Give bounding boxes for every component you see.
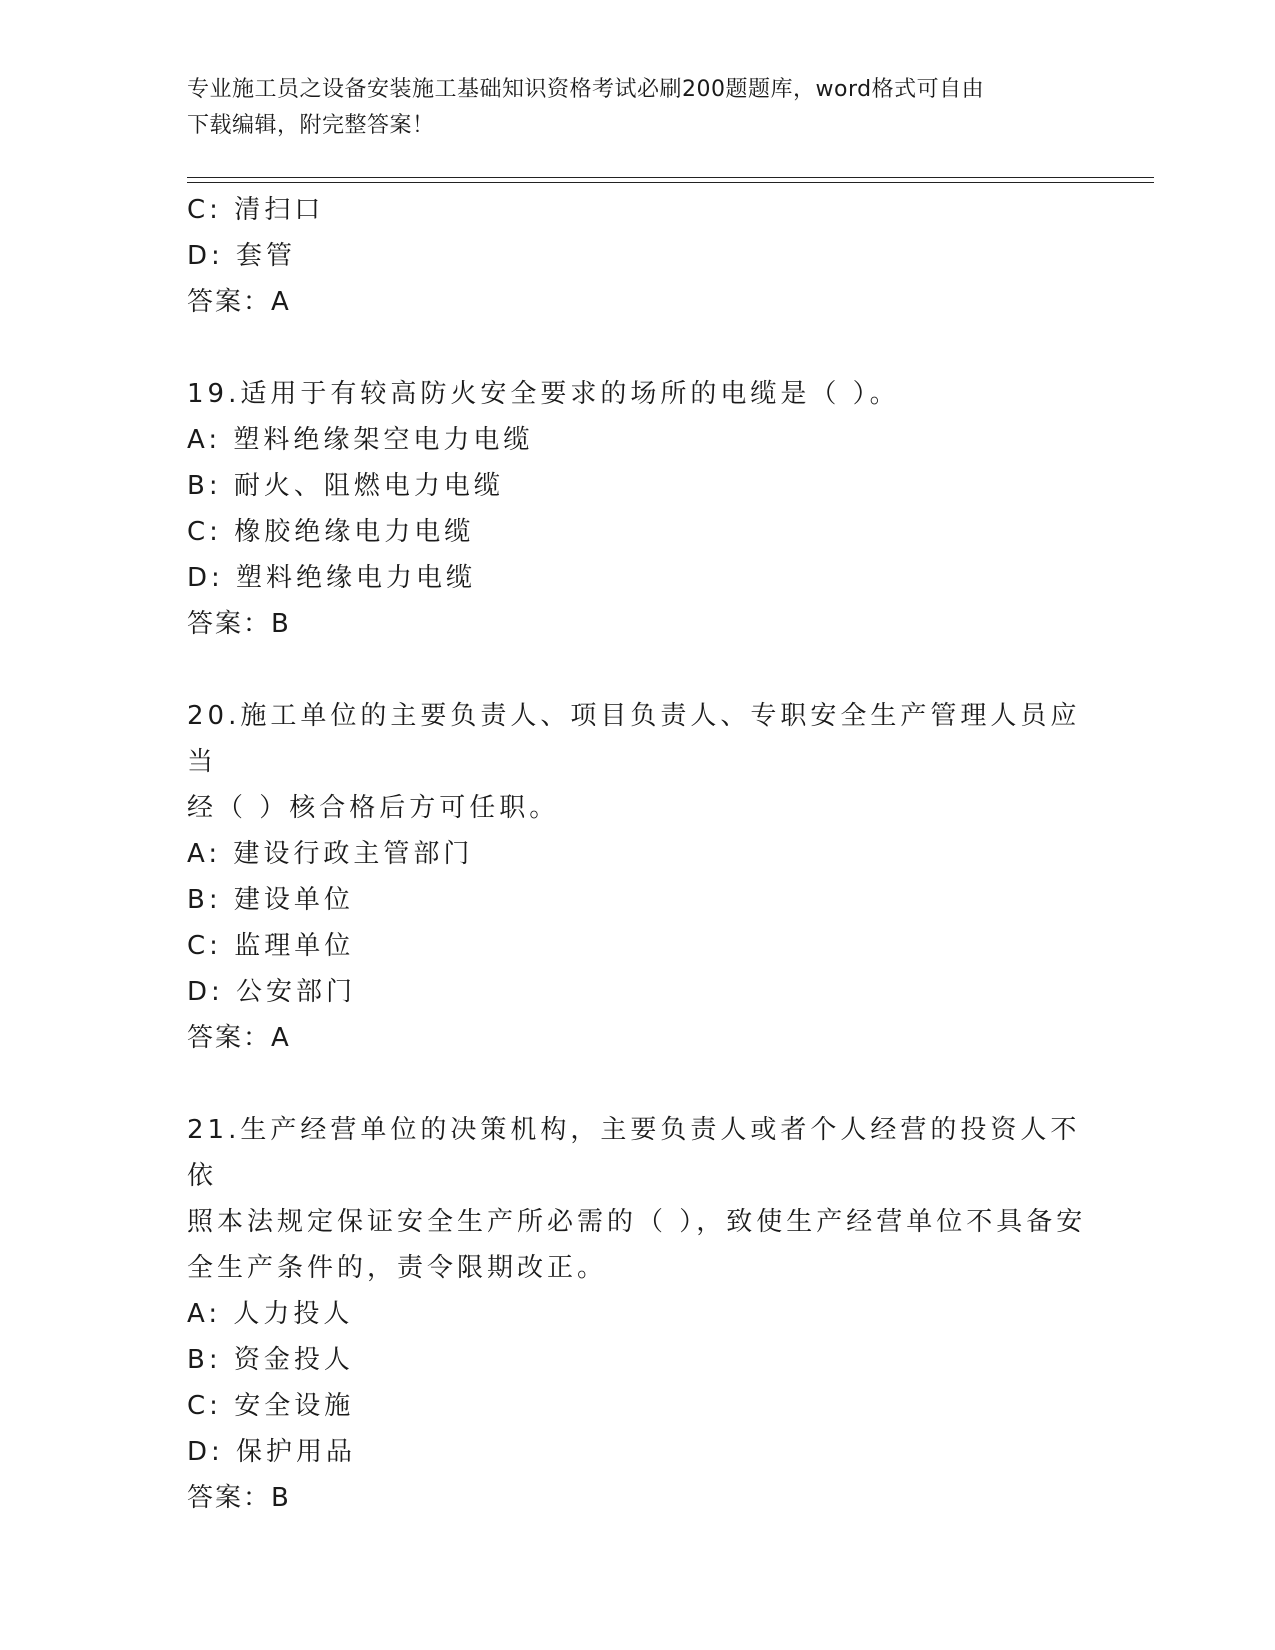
option-letter: D: bbox=[187, 977, 224, 1007]
question-21 bbox=[187, 1107, 1087, 1521]
stem-line: 20.施工单位的主要负责人、项目负责人、专职安全生产管理人员应当 bbox=[187, 701, 1081, 777]
option-c bbox=[187, 187, 1087, 233]
answer-label: 答案： bbox=[187, 1483, 272, 1513]
option-letter: A: bbox=[187, 425, 222, 455]
option-text: 监理单位 bbox=[234, 931, 355, 961]
option-d bbox=[187, 555, 1087, 601]
option-a bbox=[187, 831, 1087, 877]
answer-value: B bbox=[271, 1483, 291, 1513]
option-d bbox=[187, 1429, 1087, 1475]
stem-line: 21.生产经营单位的决策机构，主要负责人或者个人经营的投资人不依 bbox=[187, 1115, 1081, 1191]
question-stem bbox=[187, 371, 1087, 417]
answer-label: 答案： bbox=[187, 1023, 272, 1053]
option-letter: C: bbox=[187, 931, 222, 961]
header-line-1: 专业施工员之设备安装施工基础知识资格考试必刷200题题库，word格式可自由 bbox=[187, 77, 985, 102]
stem-line: 19.适用于有较高防火安全要求的场所的电缆是（ ）。 bbox=[187, 379, 900, 409]
question-spacer bbox=[187, 325, 1087, 371]
question-spacer bbox=[187, 647, 1087, 693]
option-letter: A: bbox=[187, 1299, 222, 1329]
option-d bbox=[187, 233, 1087, 279]
answer-value: B bbox=[271, 609, 291, 639]
option-text: 建设单位 bbox=[233, 885, 354, 915]
option-text: 塑料绝缘架空电力电缆 bbox=[233, 425, 534, 455]
option-b bbox=[187, 877, 1087, 923]
answer-value: A bbox=[271, 287, 291, 317]
answer-line bbox=[187, 279, 1087, 325]
option-text: 塑料绝缘电力电缆 bbox=[236, 563, 477, 593]
option-letter: B: bbox=[187, 885, 222, 915]
question-20 bbox=[187, 693, 1087, 1061]
answer-line bbox=[187, 1015, 1087, 1061]
stem-line: 经（ ）核合格后方可任职。 bbox=[187, 793, 560, 823]
option-letter: A: bbox=[187, 839, 222, 869]
option-text: 人力投人 bbox=[233, 1299, 354, 1329]
option-letter: C: bbox=[187, 1391, 222, 1421]
question-stem bbox=[187, 693, 1087, 831]
stem-line: 照本法规定保证安全生产所必需的（ ），致使生产经营单位不具备安 bbox=[187, 1207, 1087, 1237]
option-letter: D: bbox=[187, 563, 224, 593]
option-text: 套管 bbox=[236, 241, 297, 271]
question-18-continuation bbox=[187, 187, 1087, 325]
option-letter: D: bbox=[187, 1437, 224, 1467]
header-line-2: 下载编辑，附完整答案！ bbox=[187, 113, 435, 138]
option-a bbox=[187, 1291, 1087, 1337]
answer-line bbox=[187, 1475, 1087, 1521]
option-c bbox=[187, 923, 1087, 969]
question-list bbox=[187, 187, 1087, 1521]
option-text: 耐火、阻燃电力电缆 bbox=[233, 471, 504, 501]
option-letter: B: bbox=[187, 1345, 222, 1375]
answer-label: 答案： bbox=[187, 609, 272, 639]
question-spacer bbox=[187, 1061, 1087, 1107]
option-letter: D: bbox=[187, 241, 224, 271]
option-text: 建设行政主管部门 bbox=[233, 839, 474, 869]
option-text: 保护用品 bbox=[236, 1437, 357, 1467]
answer-value: A bbox=[271, 1023, 291, 1053]
option-b bbox=[187, 463, 1087, 509]
option-text: 清扫口 bbox=[234, 195, 325, 225]
option-letter: B: bbox=[187, 471, 222, 501]
option-c bbox=[187, 1383, 1087, 1429]
question-stem bbox=[187, 1107, 1087, 1291]
question-19 bbox=[187, 371, 1087, 647]
option-text: 橡胶绝缘电力电缆 bbox=[234, 517, 475, 547]
option-letter: C: bbox=[187, 517, 222, 547]
header-divider-bottom bbox=[187, 182, 1154, 183]
option-b bbox=[187, 1337, 1087, 1383]
option-text: 安全设施 bbox=[234, 1391, 355, 1421]
answer-label: 答案： bbox=[187, 287, 272, 317]
answer-line bbox=[187, 601, 1087, 647]
document-header bbox=[187, 72, 1087, 144]
option-letter: C: bbox=[187, 195, 222, 225]
header-divider-top bbox=[187, 177, 1154, 178]
option-c bbox=[187, 509, 1087, 555]
option-text: 公安部门 bbox=[236, 977, 357, 1007]
option-d bbox=[187, 969, 1087, 1015]
option-a bbox=[187, 417, 1087, 463]
option-text: 资金投人 bbox=[233, 1345, 354, 1375]
stem-line: 全生产条件的，责令限期改正。 bbox=[187, 1253, 608, 1283]
